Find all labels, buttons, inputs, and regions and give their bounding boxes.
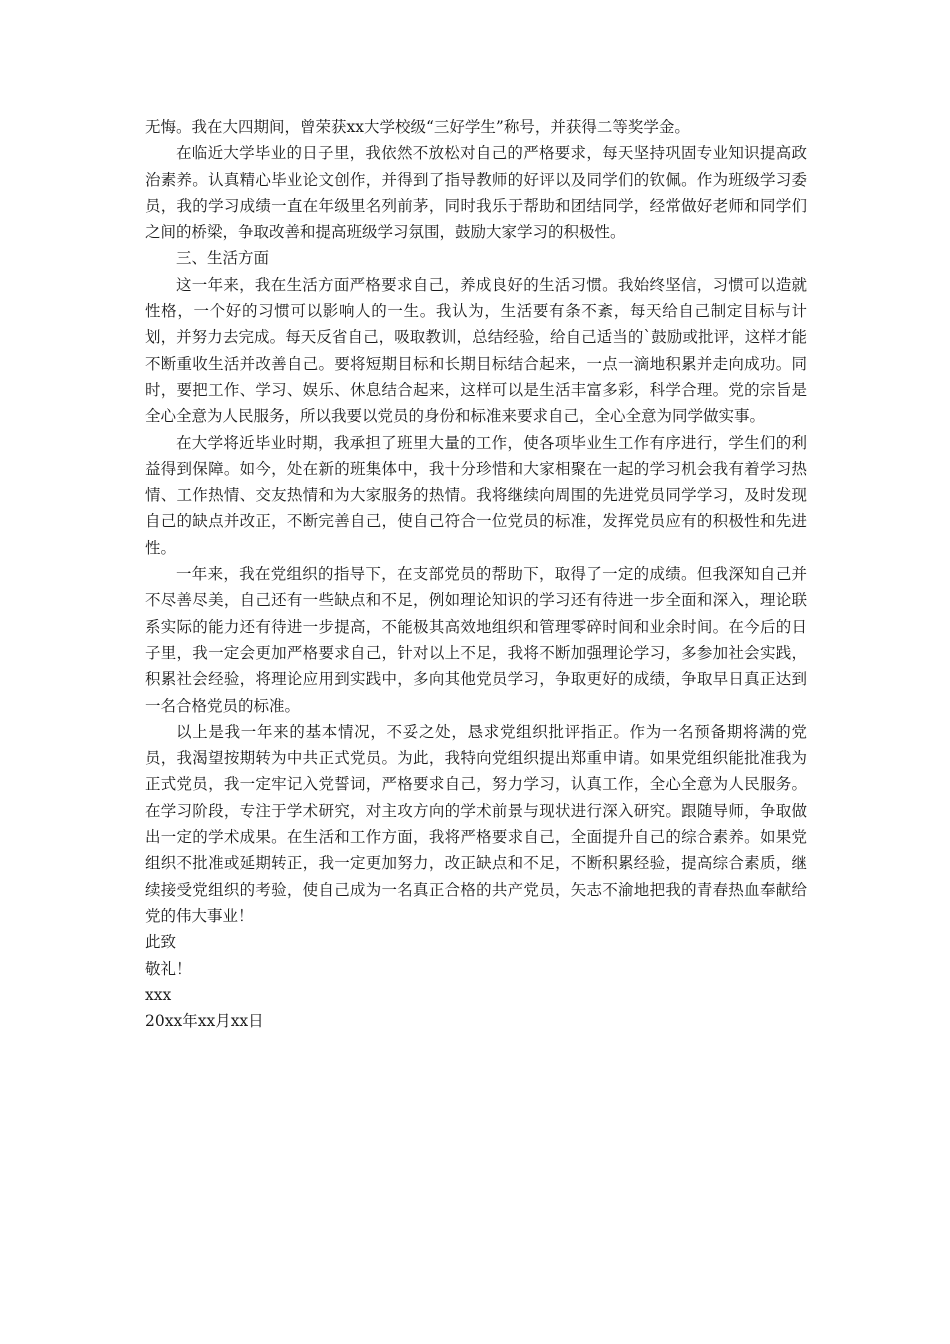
date: 20xx年xx月xx日 — [145, 1012, 264, 1031]
paragraph-life: 这一年来，我在生活方面严格要求自己，养成良好的生活习惯。我始终坚信，习惯可以造就性格，一个好的习惯可以影响人的一生。我认为，生活要有条不紊，每天给自己制定目标与计划，并努力去完成。每天反省自己，吸取教训，总结经验，给自己适当的`鼓励或批评，这样才能不断重收生活并改善自己。要将短期目标和长期目标结合起来，一点一滴地积累并走向成功。同时，要把工作、学习、娱乐、休息结合起来，这样可以是生活丰富多彩，科学合理。党的宗旨是全心全意为人民服务，所以我要以党员的身份和标准来要求自己，全心全意为同学做实事。 — [145, 275, 807, 426]
document-body — [145, 114, 807, 1034]
salute-line: 敬礼！ — [145, 959, 192, 978]
paragraph-application: 以上是我一年来的基本情况，不妥之处，恳求党组织批评指正。作为一名预备期将满的党员，我渴望按期转为中共正式党员。为此，我特向党组织提出郑重申请。如果党组织能批准我为正式党员，我一定牢记入党誓词，严格要求自己，努力学习，认真工作，全心全意为人民服务。在学习阶段，专注于学术研究，对主攻方向的学术前景与现状进行深入研究。跟随导师，争取做出一定的学术成果。在生活和工作方面，我将严格要求自己，全面提升自己的综合素养。如果党组织不批准或延期转正，我一定更加努力，改正缺点和不足，不断积累经验，提高综合素质，继续接受党组织的考验，使自己成为一名真正合格的共产党员，矢志不渝地把我的青春热血奉献给党的伟大事业！ — [145, 722, 807, 925]
paragraph-class-work: 在大学将近毕业时期，我承担了班里大量的工作，使各项毕业生工作有序进行，学生们的利益得到保障。如今，处在新的班集体中，我十分珍惜和大家相聚在一起的学习机会我有着学习热情、工作热情、交友热情和为大家服务的热情。我将继续向周围的先进党员同学学习，及时发现自己的缺点并改正，不断完善自己，使自己符合一位党员的标准，发挥党员应有的积极性和先进性。 — [145, 433, 807, 557]
signature: xxx — [145, 985, 172, 1004]
closing-line: 此致 — [145, 933, 177, 952]
section-heading-life: 三、生活方面 — [176, 249, 270, 268]
paragraph-continuation: 无悔。我在大四期间，曾荣获xx大学校级“三好学生”称号，并获得二等奖学金。 — [145, 118, 690, 136]
paragraph-graduation: 在临近大学毕业的日子里，我依然不放松对自己的严格要求，每天坚持巩固专业知识提高政治素养。认真精心毕业论文创作，并得到了指导教师的好评以及同学们的钦佩。作为班级学习委员，我的学习成绩一直在年级里名列前茅，同时我乐于帮助和团结同学，经常做好老师和同学们之间的桥梁，争取改善和提高班级学习氛围，鼓励大家学习的积极性。 — [145, 144, 807, 242]
paragraph-shortcomings: 一年来，我在党组织的指导下，在支部党员的帮助下，取得了一定的成绩。但我深知自己并不尽善尽美，自己还有一些缺点和不足，例如理论知识的学习还有待进一步全面和深入，理论联系实际的能力还有待进一步提高，不能极其高效地组织和管理零碎时间和业余时间。在今后的日子里，我一定会更加严格要求自己，针对以上不足，我将不断加强理论学习，多参加社会实践，积累社会经验，将理论应用到实践中，多向其他党员学习，争取更好的成绩，争取早日真正达到一名合格党员的标准。 — [145, 565, 807, 715]
